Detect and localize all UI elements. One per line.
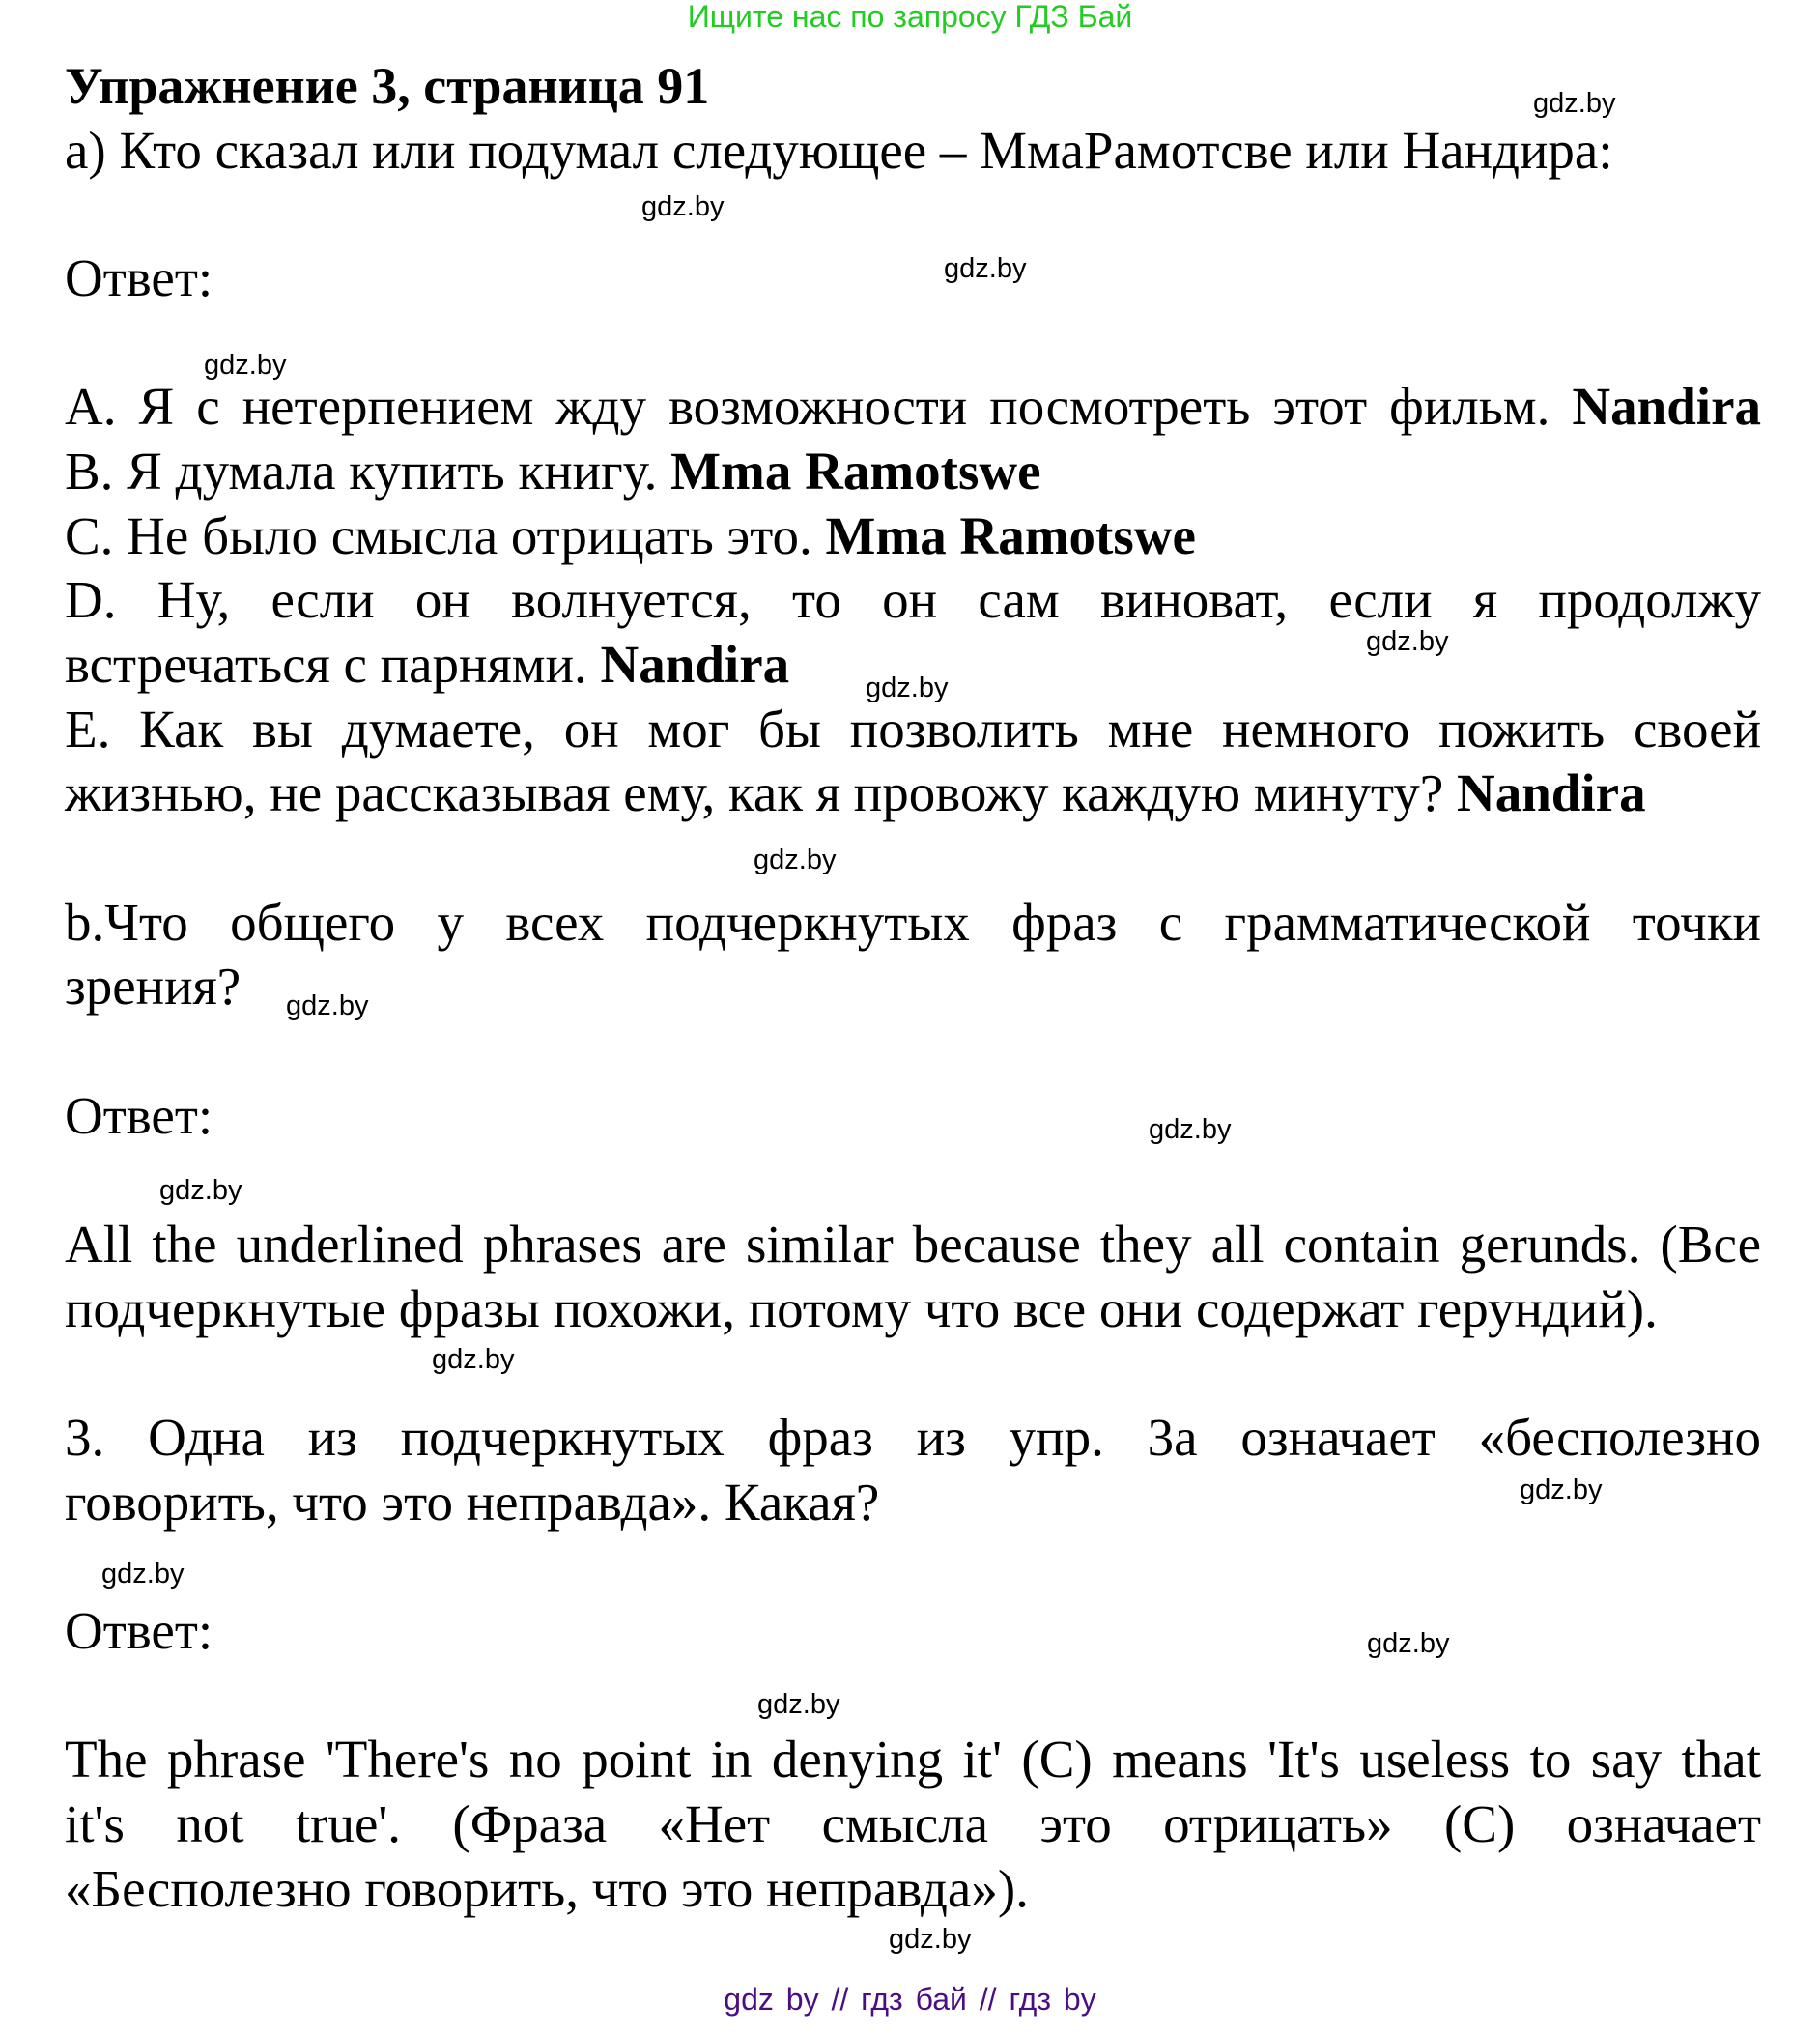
answer-3-line3: «Бесполезно говорить, что это неправда»). xyxy=(65,1859,1029,1918)
watermark: gdz.by xyxy=(866,673,949,703)
answer-b-line2: подчеркнутые фразы похожи, потому что все они содержат герундий). xyxy=(65,1279,1658,1338)
watermark: gdz.by xyxy=(889,1924,972,1955)
watermark: gdz.by xyxy=(641,191,725,222)
item-e-line2: жизнью, не рассказывая ему, как я провожу каждую минуту? Nandira xyxy=(65,763,1646,822)
item-e-line1: Е. Как вы думаете, он мог бы позволить мне немного пожить своей xyxy=(65,700,1761,759)
item-d-line1: D. Ну, если он волнуется, то он сам виноват, если я продолжу xyxy=(65,570,1761,629)
footer-banner: gdz by // гдз бай // гдз by xyxy=(724,1982,1096,2017)
watermark: gdz.by xyxy=(1366,626,1449,657)
answer-3-line1: The phrase 'There's no point in denying it' (C) means 'It's useless to say that xyxy=(65,1730,1761,1789)
watermark: gdz.by xyxy=(944,253,1027,284)
answer-label: Ответ: xyxy=(65,1086,213,1145)
task-b-line2: зрения? xyxy=(65,957,242,1016)
watermark: gdz.by xyxy=(286,990,369,1021)
watermark: gdz.by xyxy=(754,845,837,875)
answer-label: Ответ: xyxy=(65,1601,213,1660)
watermark: gdz.by xyxy=(1367,1628,1450,1659)
watermark: gdz.by xyxy=(432,1344,515,1375)
watermark: gdz.by xyxy=(1520,1475,1603,1505)
item-c: С. Не было смысла отрицать это. Mma Ramotswe xyxy=(65,506,1196,565)
item-d-line2: встречаться с парнями. Nandira xyxy=(65,635,790,694)
task-b-line1: b.Что общего у всех подчеркнутых фраз с грамматической точки xyxy=(65,893,1761,952)
answer-3-line2: it's not true'. (Фраза «Нет смысла это отрицать» (С) означает xyxy=(65,1794,1761,1853)
watermark: gdz.by xyxy=(1533,88,1616,119)
watermark: gdz.by xyxy=(757,1689,840,1720)
task-3-line1: 3. Одна из подчеркнутых фраз из упр. 3а означает «бесполезно xyxy=(65,1408,1761,1467)
item-b: В. Я думала купить книгу. Mma Ramotswe xyxy=(65,442,1041,501)
watermark: gdz.by xyxy=(204,350,287,381)
watermark: gdz.by xyxy=(1149,1114,1232,1145)
task-a: а) Кто сказал или подумал следующее – МмаРамотсве или Нандира: xyxy=(65,121,1613,180)
item-a: А. Я с нетерпением жду возможности посмотреть этот фильм. Nandira xyxy=(65,377,1761,436)
header-banner: Ищите нас по запросу ГДЗ Бай xyxy=(687,0,1133,34)
answer-b-line1: All the underlined phrases are similar because they all contain gerunds. (Все xyxy=(65,1215,1761,1274)
task-3-line2: говорить, что это неправда». Какая? xyxy=(65,1473,880,1532)
watermark: gdz.by xyxy=(101,1559,185,1590)
page-title: Упражнение 3, страница 91 xyxy=(65,57,710,115)
answer-label: Ответ: xyxy=(65,248,213,307)
watermark: gdz.by xyxy=(159,1175,242,1206)
